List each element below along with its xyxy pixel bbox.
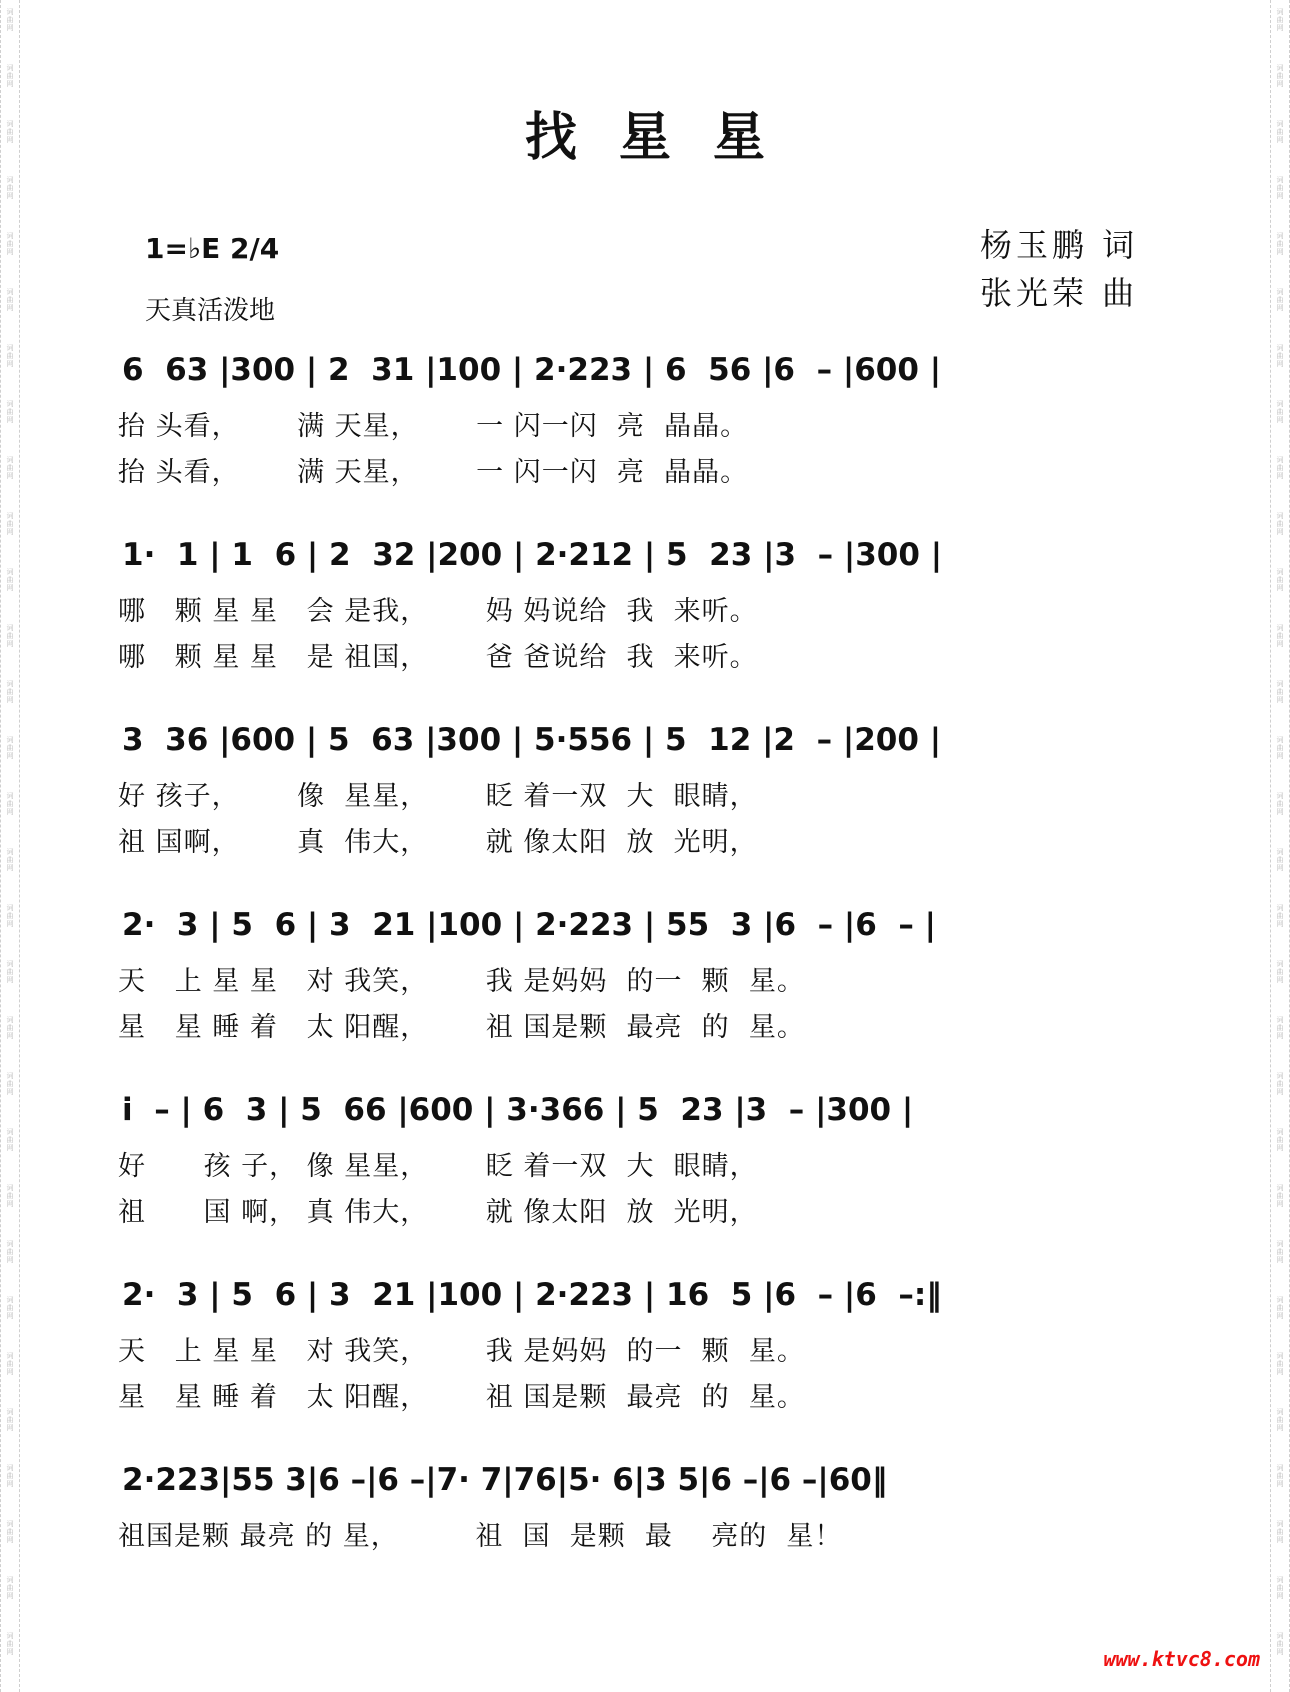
watermark-glyph: 词 曲 网 [1276,1408,1284,1432]
notation-text: 2·223|55 3|6 –|6 –|7· 7|76|5· 6|3 5|6 –|6 –|60‖ [122,1462,888,1498]
watermark-glyph: 词 曲 网 [6,400,14,424]
lyric-line: 天 上 星 星 对 我笑， 我 是妈妈 的一 颗 星。 [118,966,805,997]
composer: 张光荣 曲 [980,274,1139,312]
watermark-glyph: 词 曲 网 [6,120,14,144]
watermark-glyph: 词 曲 网 [1276,1128,1284,1152]
watermark-glyph: 词 曲 网 [6,960,14,984]
notation-line [110,1460,1200,1520]
watermark-glyph: 词 曲 网 [6,568,14,592]
watermark-glyph: 词 曲 网 [6,1520,14,1544]
watermark-glyph: 词 曲 网 [6,624,14,648]
watermark-glyph: 词 曲 网 [1276,624,1284,648]
watermark-glyph: 词 曲 网 [6,1296,14,1320]
watermark-glyph: 词 曲 网 [6,512,14,536]
notation-text: i – | 6 3 | 5 66 |600 | 3·366 | 5 23 |3 – |300 | [122,1092,914,1128]
watermark-glyph: 词 曲 网 [6,8,14,32]
notation-text: 3 36 |600 | 5 63 |300 | 5·556 | 5 12 |2 – |200 | [122,722,942,758]
watermark-glyph: 词 曲 网 [6,1240,14,1264]
lyric-line: 好 孩 子， 像 星星， 眨 着一双 大 眼睛， [118,1151,758,1182]
watermark-glyph: 词 曲 网 [6,456,14,480]
watermark-glyph: 词 曲 网 [1276,792,1284,816]
watermark-glyph: 词 曲 网 [1276,120,1284,144]
watermark-glyph: 词 曲 网 [6,848,14,872]
watermark-glyph: 词 曲 网 [6,1576,14,1600]
notation-line [110,350,1200,410]
watermark-glyph: 词 曲 网 [1276,904,1284,928]
lyric-line: 天 上 星 星 对 我笑， 我 是妈妈 的一 颗 星。 [118,1336,805,1367]
watermark-glyph: 词 曲 网 [6,736,14,760]
tempo-mark: 天真活泼地 [145,296,276,326]
notation-text: 2· 3 | 5 6 | 3 21 |100 | 2·223 | 55 3 |6 – |6 – | [122,907,936,943]
song-title: 找星星 [524,107,807,168]
watermark-glyph: 词 曲 网 [6,1408,14,1432]
notation-text: 6 63 |300 | 2 31 |100 | 2·223 | 6 56 |6 – |600 | [122,352,942,388]
watermark-glyph: 词 曲 网 [1276,1632,1284,1656]
watermark-glyph: 词 曲 网 [6,1352,14,1376]
notation-line [110,1275,1200,1335]
watermark-glyph: 词 曲 网 [1276,848,1284,872]
watermark-glyph: 词 曲 网 [1276,176,1284,200]
notation-line [110,535,1200,595]
watermark-glyph: 词 曲 网 [6,792,14,816]
lyric-line: 星 星 睡 着 太 阳醒， 祖 国是颗 最亮 的 星。 [118,1382,805,1413]
watermark-glyph: 词 曲 网 [1276,1072,1284,1096]
watermark-glyph: 词 曲 网 [1276,1576,1284,1600]
site-watermark: www.ktvc8.com [1103,1647,1260,1671]
watermark-glyph: 词 曲 网 [6,1632,14,1656]
right-margin-watermark [1270,0,1290,1692]
watermark-glyph: 词 曲 网 [6,680,14,704]
watermark-glyph: 词 曲 网 [1276,456,1284,480]
lyric-line: 抬 头看， 满 天星， 一 闪一闪 亮 晶晶。 [118,411,749,442]
watermark-glyph: 词 曲 网 [1276,736,1284,760]
watermark-glyph: 词 曲 网 [1276,960,1284,984]
watermark-glyph: 词 曲 网 [1276,1464,1284,1488]
watermark-glyph: 词 曲 网 [1276,1240,1284,1264]
watermark-glyph: 词 曲 网 [1276,8,1284,32]
lyric-line: 祖 国啊， 真 伟大， 就 像太阳 放 光明， [118,827,758,858]
watermark-glyph: 词 曲 网 [6,904,14,928]
watermark-glyph: 词 曲 网 [1276,680,1284,704]
watermark-glyph: 词 曲 网 [1276,568,1284,592]
lyric-line: 星 星 睡 着 太 阳醒， 祖 国是颗 最亮 的 星。 [118,1012,805,1043]
watermark-glyph: 词 曲 网 [6,1072,14,1096]
notation-line [110,720,1200,780]
watermark-glyph: 词 曲 网 [6,344,14,368]
watermark-glyph: 词 曲 网 [1276,512,1284,536]
notation-line [110,905,1200,965]
notation-text: 1· 1 | 1 6 | 2 32 |200 | 2·212 | 5 23 |3 – |300 | [122,537,943,573]
watermark-glyph: 词 曲 网 [6,232,14,256]
left-margin-watermark [0,0,20,1692]
watermark-glyph: 词 曲 网 [1276,288,1284,312]
lyric-line: 哪 颗 星 星 会 是我， 妈 妈说给 我 来听。 [118,596,758,627]
watermark-glyph: 词 曲 网 [1276,400,1284,424]
lyric-line: 祖 国 啊， 真 伟大， 就 像太阳 放 光明， [118,1197,758,1228]
watermark-glyph: 词 曲 网 [6,176,14,200]
lyric-line: 抬 头看， 满 天星， 一 闪一闪 亮 晶晶。 [118,457,749,488]
key-signature: 1=♭E 2/4 [145,232,280,265]
watermark-glyph: 词 曲 网 [6,1016,14,1040]
lyric-line: 哪 颗 星 星 是 祖国， 爸 爸说给 我 来听。 [118,642,758,673]
watermark-glyph: 词 曲 网 [6,1464,14,1488]
watermark-glyph: 词 曲 网 [1276,344,1284,368]
watermark-glyph: 词 曲 网 [1276,1352,1284,1376]
watermark-glyph: 词 曲 网 [1276,232,1284,256]
watermark-glyph: 词 曲 网 [1276,1184,1284,1208]
watermark-glyph: 词 曲 网 [6,288,14,312]
watermark-glyph: 词 曲 网 [6,64,14,88]
lyric-line: 祖国是颗 最亮 的 星， 祖 国 是颗 最 亮的 星！ [118,1521,843,1552]
watermark-glyph: 词 曲 网 [6,1128,14,1152]
notation-line [110,1090,1200,1150]
watermark-glyph: 词 曲 网 [1276,1296,1284,1320]
watermark-glyph: 词 曲 网 [1276,64,1284,88]
watermark-glyph: 词 曲 网 [1276,1520,1284,1544]
lyric-line: 好 孩子， 像 星星， 眨 着一双 大 眼睛， [118,781,758,812]
notation-text: 2· 3 | 5 6 | 3 21 |100 | 2·223 | 16 5 |6 – |6 –:‖ [122,1277,942,1313]
watermark-glyph: 词 曲 网 [6,1184,14,1208]
watermark-glyph: 词 曲 网 [1276,1016,1284,1040]
lyricist: 杨玉鹏 词 [980,226,1139,264]
